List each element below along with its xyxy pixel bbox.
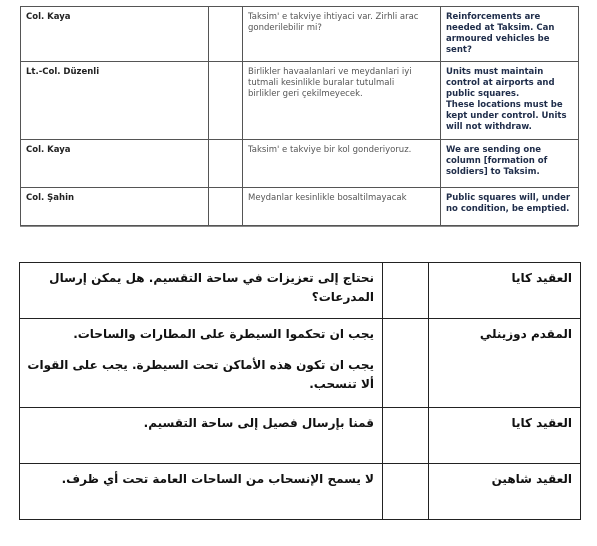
arabic-text-cell xyxy=(20,408,383,464)
blank-cell xyxy=(383,263,429,319)
english-text: Public squares will, under no condition, be emptied. xyxy=(446,193,571,214)
table-row xyxy=(20,263,581,319)
blank-cell xyxy=(383,408,429,464)
turkish-cell xyxy=(243,7,441,62)
table-row xyxy=(21,188,579,226)
turkish-text: Meydanlar kesinlikle bosaltilmayacak xyxy=(248,193,407,203)
turkish-text: Taksim' e takviye ihtiyaci var. Zirhli arac gonderilebilir mi? xyxy=(248,12,419,33)
speaker-cell: Col. Şahin xyxy=(21,188,209,226)
blank-cell xyxy=(209,62,243,140)
divider xyxy=(20,226,578,227)
turkish-text: Taksim' e takviye bir kol gonderiyoruz. xyxy=(248,145,412,155)
blank-cell xyxy=(383,464,429,520)
blank-cell xyxy=(209,188,243,226)
speaker-cell: العقيد كايا xyxy=(429,263,581,319)
english-text: Units must maintain control at airports and public squares. xyxy=(446,67,555,99)
arabic-text: لا يسمح الإنسحاب من الساحات العامة تحت أي ظرف. xyxy=(61,472,374,486)
arabic-text: يجب ان تكون هذه الأماكن تحت السيطرة. يجب على القوات ألا تنسحب. xyxy=(27,358,374,391)
arabic-text: نحتاج إلى تعزيزات في ساحة التقسيم. هل يمكن إرسال المدرعات؟ xyxy=(49,271,374,304)
arabic-text-cell xyxy=(20,464,383,520)
transcript-table-english xyxy=(20,6,579,226)
speaker-cell: Col. Kaya xyxy=(21,140,209,188)
english-text: We are sending one column [formation of soldiers] to Taksim. xyxy=(446,145,548,177)
english-cell xyxy=(441,62,579,140)
turkish-text: Birlikler havaalanlari ve meydanlari iyi tutmali kesinlikle buralar tutulmali xyxy=(248,67,412,88)
table-row xyxy=(21,62,579,140)
table-row xyxy=(21,140,579,188)
transcript-table-arabic xyxy=(19,262,581,520)
english-text: Reinforcements are needed at Taksim. Can armoured vehicles be sent? xyxy=(446,12,555,55)
table-row xyxy=(20,408,581,464)
turkish-cell xyxy=(243,188,441,226)
arabic-text: يجب ان تحكموا السيطرة على المطارات والساحات. xyxy=(73,327,374,341)
speaker-cell: Lt.-Col. Düzenli xyxy=(21,62,209,140)
blank-cell xyxy=(383,319,429,408)
blank-cell xyxy=(209,140,243,188)
turkish-cell xyxy=(243,62,441,140)
arabic-text-cell xyxy=(20,319,383,408)
english-cell xyxy=(441,188,579,226)
english-text: These locations must be kept under control. Units will not withdraw. xyxy=(446,100,567,132)
speaker-cell: العقيد كايا xyxy=(429,408,581,464)
table-row xyxy=(21,7,579,62)
speaker-cell: العقيد شاهين xyxy=(429,464,581,520)
table-row xyxy=(20,319,581,408)
table-row xyxy=(20,464,581,520)
arabic-text-cell xyxy=(20,263,383,319)
speaker-cell: المقدم دوزينلي xyxy=(429,319,581,408)
english-cell xyxy=(441,7,579,62)
turkish-cell xyxy=(243,140,441,188)
turkish-text: birlikler geri çekilmeyecek. xyxy=(248,89,363,99)
blank-cell xyxy=(209,7,243,62)
english-cell xyxy=(441,140,579,188)
speaker-cell: Col. Kaya xyxy=(21,7,209,62)
arabic-text: قمنا بإرسال فصيل إلى ساحة التقسيم. xyxy=(143,416,374,430)
